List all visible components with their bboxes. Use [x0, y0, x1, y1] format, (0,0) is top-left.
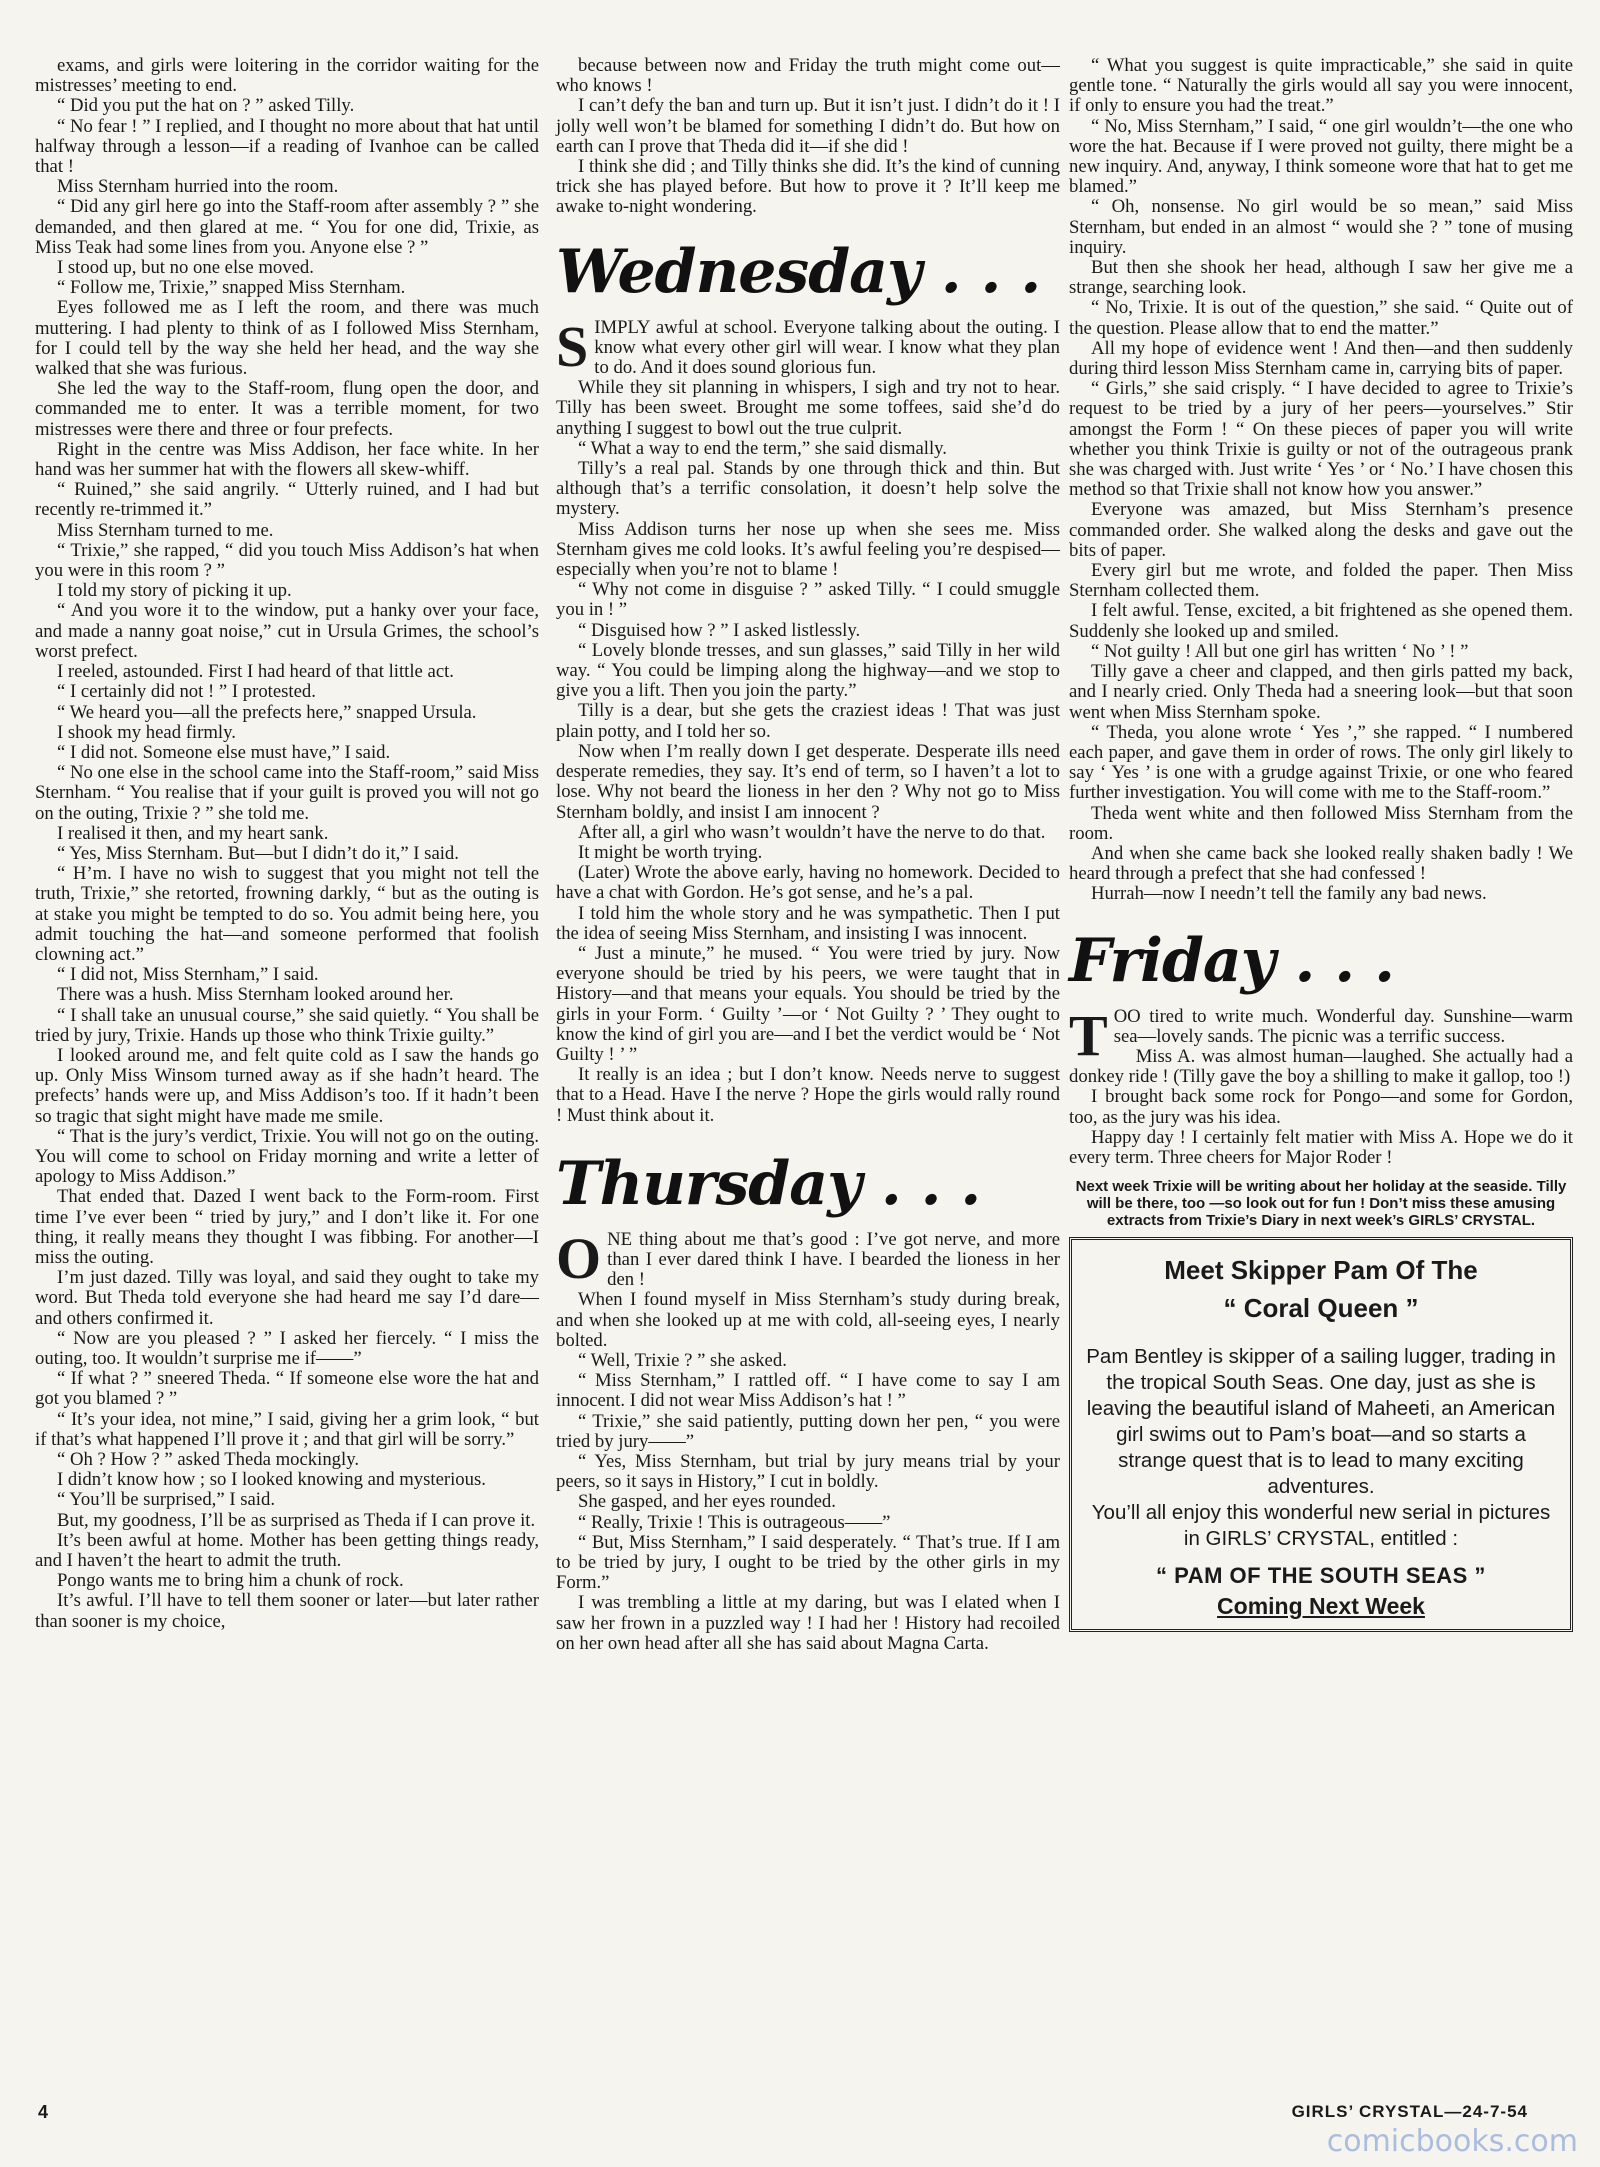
- issue-date-line: GIRLS’ CRYSTAL—24-7-54: [1291, 2102, 1528, 2121]
- story-paragraph: Miss Sternham turned to me.: [57, 519, 274, 541]
- story-paragraph: “ Why not come in disguise ? ” asked Tilly. “ I could smuggle you in ! ”: [556, 579, 1060, 621]
- story-paragraph: Theda went white and then followed Miss Sternham from the room.: [1069, 802, 1573, 844]
- story-paragraph: “ What you suggest is quite impracticable,” she said in quite gentle tone. “ Naturally the girls would all say you were innocent, if only to ensure you had the treat.”: [1069, 55, 1573, 117]
- drop-cap-letter: T: [1069, 1002, 1108, 1068]
- story-paragraph: Miss Sternham hurried into the room.: [57, 176, 339, 198]
- story-paragraph: “ I certainly did not ! ” I protested.: [57, 681, 316, 703]
- story-paragraph: I think she did ; and Tilly thinks she did. It’s the kind of cunning trick she has played before. But how to prove it ? It’ll keep me awake to-night wondering.: [556, 156, 1060, 218]
- advert-coming-next-week: Coming Next Week: [1217, 1593, 1425, 1620]
- story-paragraph: It’s been awful at home. Mother has been getting things ready, and I haven’t the heart to admit the truth.: [35, 1529, 539, 1572]
- advert-serial-title: “ PAM OF THE SOUTH SEAS ”: [1156, 1563, 1486, 1589]
- story-paragraph: “ Miss Sternham,” I rattled off. “ I have come to say I am innocent. I did not wear Miss Addison’s hat ! ”: [556, 1370, 1060, 1412]
- story-paragraph: “ Theda, you alone wrote ‘ Yes ’,” she rapped. “ I numbered each paper, and gave them in order of rows. The only girl likely to say ‘ Yes ’ is one with a grudge against Trixie, or one who feared further investigation. You will come with me to the Staff-room.”: [1069, 721, 1573, 804]
- story-paragraph: Pongo wants me to bring him a chunk of rock.: [57, 1570, 404, 1592]
- story-paragraph: I told him the whole story and he was sympathetic. Then I put the idea of seeing Miss Sternham, and insisting I was innocent.: [556, 902, 1060, 944]
- story-paragraph: After all, a girl who wasn’t wouldn’t have the nerve to do that.: [578, 821, 1046, 843]
- story-paragraph: “ But, Miss Sternham,” I said desperately. “ That’s true. If I am to be tried by jury, I ought to be tried by the other girls in my Form.”: [556, 1531, 1060, 1594]
- story-paragraph: I was trembling a little at my daring, but was I elated when I saw her frown in a puzzled way ! I had her ! History had recoiled on her own head after all she has said about Magna Carta.: [556, 1592, 1060, 1654]
- story-paragraph: She gasped, and her eyes rounded.: [578, 1491, 836, 1513]
- story-paragraph: “ Now are you pleased ? ” I asked her fiercely. “ I miss the outing, too. It wouldn’t surprise me if——”: [35, 1327, 539, 1369]
- story-paragraph: “ Just a minute,” he mused. “ You were tried by jury. Now everyone should be tried by his peers, we were taught that in History—and that means your equals. You should be tried by the girls in your Form. ‘ Guilty ’—or ‘ Not Guilty ? ’ They ought to know the kind of girl you are—and I bet the verdict would be ‘ Not Guilty ! ’ ”: [556, 942, 1060, 1065]
- story-paragraph: “ No, Miss Sternham,” I said, “ one girl wouldn’t—the one who wore the hat. Because if I were proved not guilty, there might be a new inquiry. And, anyway, I think someone wore that hat to get me blamed.”: [1069, 115, 1573, 198]
- story-paragraph: “ I shall take an unusual course,” she said quietly. “ You shall be tried by jury, Trixie. Hands up those who think Trixie guilty.”: [35, 1004, 539, 1046]
- story-paragraph: “ No one else in the school came into the Staff-room,” said Miss Sternham. “ You realise that if your guilt is proved you will not go on the outing, Trixie ? ” she told me.: [35, 762, 539, 824]
- story-column-3: [1069, 56, 1573, 1632]
- story-paragraph: I told my story of picking it up.: [57, 580, 292, 602]
- story-paragraph: “ If what ? ” sneered Theda. “ If someone else wore the hat and got you blamed ? ”: [35, 1368, 539, 1410]
- story-paragraph: Hurrah—now I needn’t tell the family any bad news.: [1091, 883, 1487, 905]
- friday-heading: Friday . . .: [1069, 925, 1394, 996]
- thursday-opening-paragraph: ONE thing about me that’s good : I’ve got nerve, and more than I ever dared think I have. I bearded the lioness in her den !: [556, 1225, 1060, 1291]
- story-paragraph: I’m just dazed. Tilly was loyal, and said they ought to take my word. But Theda told everyone she had heard me say I’d dare—and others confirmed it.: [35, 1267, 539, 1329]
- story-paragraph: “ Lovely blonde tresses, and sun glasses,” said Tilly in her wild way. “ You could be limping along the highway—and we stop to give you a lift. Then you join the party.”: [556, 639, 1060, 702]
- story-paragraph: Right in the centre was Miss Addison, her face white. In her hand was her summer hat with the flowers all skew-whiff.: [35, 438, 539, 481]
- story-paragraph: “ And you wore it to the window, put a hanky over your face, and made a nanny goat noise,” cut in Ursula Grimes, the school’s worst prefect.: [35, 600, 539, 662]
- story-paragraph: “ Really, Trixie ! This is outrageous——”: [578, 1511, 891, 1533]
- advert-headline: Meet Skipper Pam Of The: [1164, 1255, 1478, 1286]
- story-paragraph: “ I did not, Miss Sternham,” I said.: [57, 964, 319, 986]
- story-paragraph: It really is an idea ; but I don’t know. Needs nerve to suggest that to a Head. Have I the nerve ? Hope the girls would rally round ! Must think about it.: [556, 1064, 1060, 1126]
- story-paragraph: And when she came back she looked really shaken badly ! We heard through a prefect that she had confessed !: [1069, 842, 1573, 885]
- story-paragraph: She led the way to the Staff-room, flung open the door, and commanded me to enter. It was a terrible moment, for two mistresses were there and three or four prefects.: [35, 378, 539, 440]
- friday-opening-paragraph: TOO tired to write much. Wonderful day. Sunshine—warm sea—lovely sands. The picnic was a terrific success.: [1069, 1002, 1573, 1068]
- story-paragraph: Miss A. was almost human—laughed. She actually had a donkey ride ! (Tilly gave the boy a shilling to make it gallop, too !): [1069, 1045, 1573, 1088]
- story-paragraph: Now when I’m really down I get desperate. Desperate ills need desperate remedies, they say. It’s end of term, so I haven’t a lot to lose. Why not beard the lioness in her den ? Why not go to Miss Sternham boldly, and insist I am innocent ?: [556, 740, 1060, 823]
- next-week-notice: Next week Trixie will be writing about her holiday at the seaside. Tilly will be there, too —so look out for fun ! Don’t miss these amusing extracts from Trixie’s Diary in next week’s GIRLS’ CRYSTAL.: [1075, 1178, 1567, 1230]
- story-paragraph: Every girl but me wrote, and folded the paper. Then Miss Sternham collected them.: [1069, 560, 1573, 602]
- column-3-intro-text: [1069, 56, 1573, 905]
- story-paragraph: “ Ruined,” she said angrily. “ Utterly ruined, and I had but recently re-trimmed it.”: [35, 479, 539, 521]
- story-paragraph: Tilly’s a real pal. Stands by one through thick and thin. But although that’s a terrific consolation, it doesn’t help solve the mystery.: [556, 458, 1060, 520]
- story-paragraph: That ended that. Dazed I went back to the Form-room. First time I’ve ever been “ tried by jury,” and I don’t like it. For one thing, it really means they thought I was fibbing. For another—I miss the outing.: [35, 1186, 539, 1268]
- story-paragraph: It’s awful. I’ll have to tell them sooner or later—but later rather than sooner is my choice,: [35, 1590, 539, 1632]
- story-paragraph: But then she shook her head, although I saw her give me a strange, searching look.: [1069, 257, 1573, 299]
- story-paragraph: “ That is the jury’s verdict, Trixie. You will not go on the outing. You will come to school on Friday morning and write a letter of apology to Miss Addison.”: [35, 1125, 539, 1188]
- story-paragraph: “ Follow me, Trixie,” snapped Miss Sternham.: [57, 277, 406, 299]
- story-paragraph: Miss Addison turns her nose up when she sees me. Miss Sternham gives me cold looks. It’s awful feeling you’re despised—especially when you’re not to blame !: [556, 518, 1060, 581]
- story-paragraph: because between now and Friday the truth might come out—who knows !: [556, 55, 1060, 97]
- story-paragraph: “ Yes, Miss Sternham, but trial by jury means trial by your peers, so it says in History,” I cut in boldly.: [556, 1450, 1060, 1493]
- page-number: 4: [38, 2102, 49, 2122]
- story-paragraph: “ No fear ! ” I replied, and I thought no more about that hat until halfway through a lesson—if a reading of Ivanhoe can be called that !: [35, 115, 539, 178]
- story-paragraph: “ Disguised how ? ” I asked listlessly.: [578, 619, 861, 641]
- wednesday-opening-paragraph: SIMPLY awful at school. Everyone talking about the outing. I know what every other girl will wear. I know what they plan to do. And it does sound glorious fun.: [556, 313, 1060, 379]
- story-paragraph: When I found myself in Miss Sternham’s study during break, and when she looked up at me with cold, all-seeing eyes, I nearly bolted.: [556, 1289, 1060, 1351]
- story-paragraph: “ Oh ? How ? ” asked Theda mockingly.: [57, 1449, 360, 1471]
- story-paragraph: Tilly is a dear, but she gets the craziest ideas ! That was just plain potty, and I told her so.: [556, 700, 1060, 742]
- friday-entry: [1069, 1047, 1573, 1168]
- story-paragraph: I shook my head firmly.: [57, 721, 236, 743]
- story-paragraph: I reeled, astounded. First I had heard of that little act.: [57, 661, 454, 683]
- drop-cap-letter: O: [556, 1225, 602, 1291]
- story-paragraph: I didn’t know how ; so I looked knowing and mysterious.: [57, 1469, 486, 1491]
- story-paragraph: Everyone was amazed, but Miss Sternham’s presence commanded order. She walked along the desks and gave out the bits of paper.: [1069, 499, 1573, 561]
- wednesday-heading: Wednesday . . .: [556, 236, 1041, 307]
- story-paragraph: “ Did any girl here go into the Staff-room after assembly ? ” she demanded, and then glared at me. “ You for one did, Trixie, as Miss Teak had some lines from you. Anyone else ? ”: [35, 196, 539, 258]
- watermark: comicbooks.com: [1326, 2124, 1578, 2159]
- story-paragraph: “ It’s your idea, not mine,” I said, giving her a grim look, “ but if that’s what happened I’ll prove it ; and that girl will be sorry.”: [35, 1408, 539, 1450]
- story-column-1: [35, 56, 539, 1632]
- story-paragraph: “ Well, Trixie ? ” she asked.: [578, 1349, 787, 1371]
- story-paragraph: I stood up, but no one else moved.: [57, 257, 314, 279]
- story-paragraph: I realised it then, and my heart sank.: [57, 822, 329, 844]
- story-paragraph: Happy day ! I certainly felt matier with Miss A. Hope we do it every term. Three cheers for Major Roder !: [1069, 1126, 1573, 1168]
- thursday-heading: Thursday . . .: [556, 1148, 981, 1219]
- story-paragraph: Tilly gave a cheer and clapped, and then girls patted my back, and I nearly cried. Only Theda had a sneering look—but that soon went when Miss Sternham spoke.: [1069, 661, 1573, 723]
- wednesday-entry: [556, 378, 1060, 1126]
- story-column-2: [556, 56, 1060, 1654]
- story-paragraph: “ Did you put the hat on ? ” asked Tilly.: [57, 95, 355, 117]
- column-2-intro-text: [556, 56, 1060, 218]
- story-paragraph: “ Yes, Miss Sternham. But—but I didn’t do it,” I said.: [57, 842, 459, 864]
- story-paragraph: “ Oh, nonsense. No girl would be so mean,” said Miss Sternham, but ended in an almost “ would she ? ” tone of musing inquiry.: [1069, 196, 1573, 258]
- serial-advert-box: [1069, 1237, 1573, 1631]
- story-paragraph: All my hope of evidence went ! And then—and then suddenly during third lesson Miss Sternham came in, carrying bits of paper.: [1069, 337, 1573, 380]
- story-paragraph: “ Trixie,” she said patiently, putting down her pen, “ you were tried by jury——”: [556, 1410, 1060, 1452]
- advert-subheadline: “ Coral Queen ”: [1223, 1293, 1419, 1324]
- advert-body: Pam Bentley is skipper of a sailing lugger, trading in the tropical South Seas. One day, just as she is leaving the beautiful island of Maheeti, an American girl swims out to Pam’s boat—and so starts a strange quest that is to lead to many exciting adventures.: [1086, 1345, 1556, 1499]
- drop-cap-letter: S: [556, 313, 589, 379]
- story-paragraph: While they sit planning in whispers, I sigh and try not to hear. Tilly has been sweet. Brought me some toffees, said she’d do anything I suggest to bowl out the true culprit.: [556, 377, 1060, 439]
- story-paragraph: “ What a way to end the term,” she said dismally.: [578, 437, 947, 459]
- story-paragraph: But, my goodness, I’ll be as surprised as Theda if I can prove it.: [57, 1509, 536, 1531]
- story-paragraph: There was a hush. Miss Sternham looked around her.: [57, 984, 454, 1006]
- story-paragraph: (Later) Wrote the above early, having no homework. Decided to have a chat with Gordon. He’s got sense, and he’s a pal.: [556, 862, 1060, 904]
- thursday-entry: [556, 1290, 1060, 1654]
- story-paragraph: “ H’m. I have no wish to suggest that you might not tell the truth, Trixie,” she retorted, frowning darkly, “ but as the outing is at stake you might be tempted to do so. You admit being here, you admit touching the hat—and someone performed that foolish clowning act.”: [35, 863, 539, 965]
- story-paragraph: I can’t defy the ban and turn up. But it isn’t just. I didn’t do it ! I jolly well won’t be blamed for something I didn’t do. But how on earth can I prove that Theda did it—if she did !: [556, 95, 1060, 157]
- story-paragraph: Eyes followed me as I left the room, and there was much muttering. I had plenty to think of as I followed Miss Sternham, for I could tell by the way she held her head, and the way she walked that she was furious.: [35, 297, 539, 380]
- story-paragraph: “ We heard you—all the prefects here,” snapped Ursula.: [57, 701, 477, 723]
- story-paragraph: I felt awful. Tense, excited, a bit frightened as she opened them. Suddenly she looked up and smiled.: [1069, 600, 1573, 642]
- story-paragraph: “ No, Trixie. It is out of the question,” she said. “ Quite out of the question. Please allow that to end the matter.”: [1069, 297, 1573, 339]
- story-paragraph: I looked around me, and felt quite cold as I saw the hands go up. Only Miss Winsom turned away as if she hadn’t heard. The prefects’ hands were up, and Miss Addison’s too. If it hadn’t been so tragic that sight might have made me smile.: [35, 1044, 539, 1127]
- story-paragraph: It might be worth trying.: [578, 841, 763, 863]
- story-paragraph: “ Trixie,” she rapped, “ did you touch Miss Addison’s hat when you were in this room ? ”: [35, 539, 539, 582]
- story-paragraph: “ Girls,” she said crisply. “ I have decided to agree to Trixie’s request to be tried by a jury of her peers—yourselves.” Stir amongst the Form ! “ On these pieces of paper you will write whether you think Trixie is guilty or not of the outrageous prank she was charged with. Just write ‘ Yes ’ or ‘ No.’ I have chosen this method so that Trixie shall not know how you answer.”: [1069, 378, 1573, 501]
- story-paragraph: exams, and girls were loitering in the corridor waiting for the mistresses’ meeting to end.: [35, 55, 539, 97]
- story-paragraph: “ I did not. Someone else must have,” I said.: [57, 741, 391, 763]
- story-paragraph: “ Not guilty ! All but one girl has written ‘ No ’ ! ”: [1091, 640, 1469, 662]
- story-paragraph: “ You’ll be surprised,” I said.: [57, 1489, 275, 1511]
- story-paragraph: I brought back some rock for Pongo—and some for Gordon, too, as the jury was his idea.: [1069, 1086, 1573, 1128]
- advert-body-continued: You’ll all enjoy this wonderful new serial in pictures in GIRLS’ CRYSTAL, entitled :: [1091, 1501, 1551, 1551]
